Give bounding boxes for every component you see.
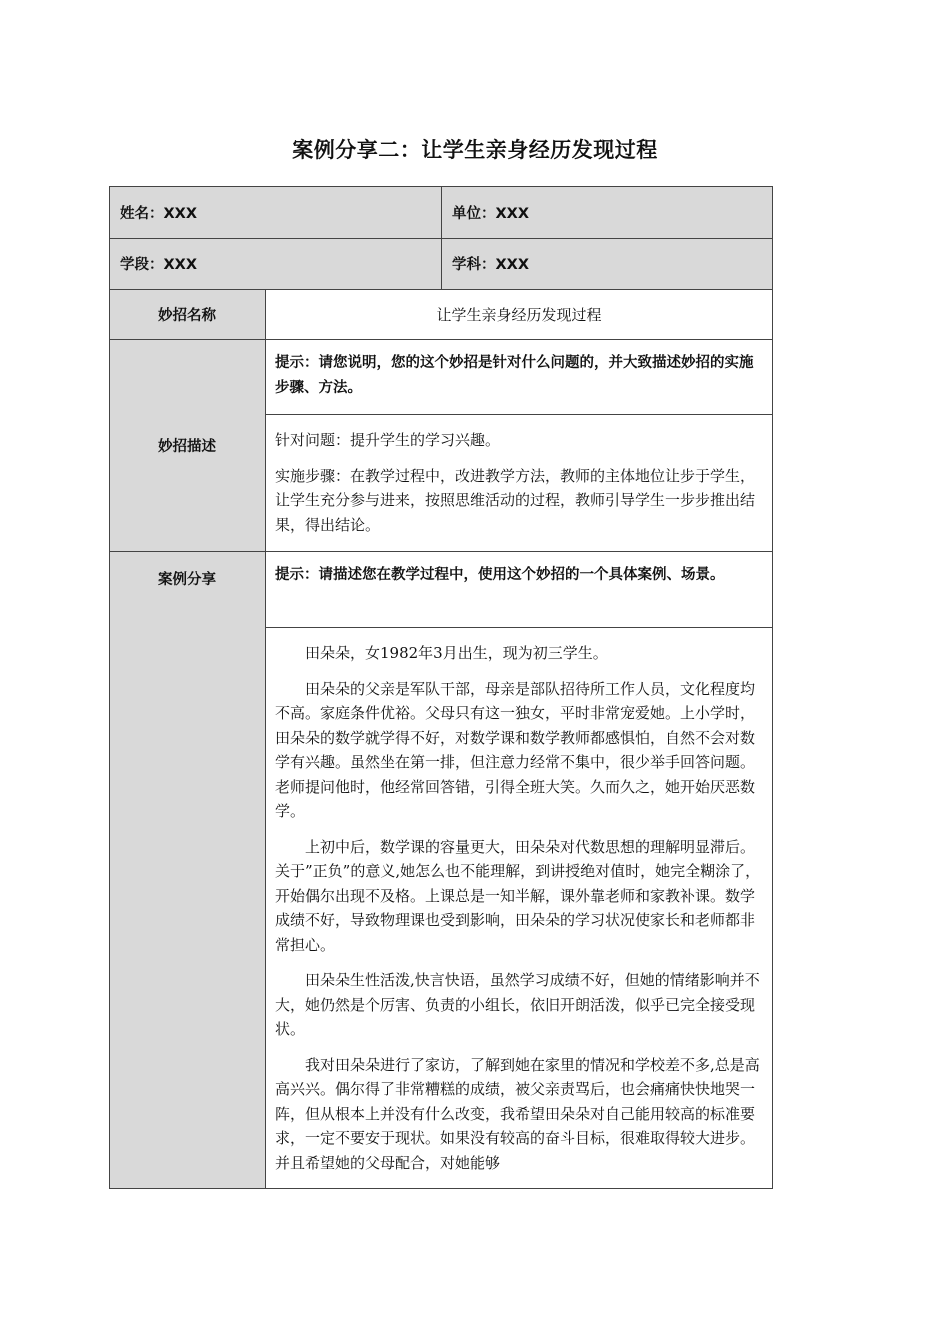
page-title: 案例分享二：让学生亲身经历发现过程 xyxy=(292,138,658,162)
trick-desc-label: 妙招描述 xyxy=(158,438,216,455)
story-paragraph: 田朵朵生性活泼,快言快语，虽然学习成绩不好，但她的情绪影响并不大，她仍然是个厉害、负责的小组长，依旧开朗活泼，似乎已完全接受现状。 xyxy=(275,971,760,1038)
story-paragraph: 上初中后，数学课的容量更大，田朵朵对代数思想的理解明显滞后。关于”正负”的意义,她怎么也不能理解，到讲授绝对值时，她完全糊涂了，开始偶尔出现不及格。上课总是一知半解，课外靠老师和家教补课。数学成绩不好，导致物理课也受到影响，田朵朵的学习状况使家长和老师都非常担心。 xyxy=(275,837,761,954)
unit-cell xyxy=(441,186,773,238)
name-field: 姓名：XXX xyxy=(120,205,198,222)
table-border xyxy=(265,289,266,1189)
trick-name-label: 妙招名称 xyxy=(158,307,216,324)
story-paragraph: 田朵朵，女1982年3月出生，现为初三学生。 xyxy=(305,644,608,662)
table-border xyxy=(109,289,773,290)
table-border xyxy=(109,339,773,340)
story-paragraph: 田朵朵的父亲是军队干部，母亲是部队招待所工作人员，文化程度均不高。家庭条件优裕。父母只有这一独女，平时非常宠爱她。上小学时，田朵朵的数学就学得不好，对数学课和数学教师都感惧怕，自然不会对数学有兴趣。虽然坐在第一排，但注意力经常不集中，很少举手回答问题。老师提问他时，他经常回答错，引得全班大笑。久而久之，她开始厌恶数学。 xyxy=(275,679,756,820)
trick-desc-steps: 实施步骤：在教学过程中，改进教学方法，教师的主体地位让步于学生，让学生充分参与进来，按照思维活动的过程，教师引导学生一步步推出结果，得出结论。 xyxy=(275,466,756,534)
table-border xyxy=(265,627,773,628)
trick-desc-body-cell xyxy=(265,414,773,551)
case-form-table xyxy=(109,186,773,1189)
table-border xyxy=(109,186,110,1189)
case-share-story-cell xyxy=(265,627,773,1189)
trick-desc-problem: 针对问题：提升学生的学习兴趣。 xyxy=(275,431,501,449)
case-share-label: 案例分享 xyxy=(158,572,216,588)
trick-name-value-cell xyxy=(265,289,773,339)
case-share-prompt: 提示：请描述您在教学过程中，使用这个妙招的一个具体案例、场景。 xyxy=(275,567,725,583)
table-border xyxy=(109,1188,773,1189)
case-share-prompt-cell xyxy=(265,551,773,627)
table-border xyxy=(109,238,773,239)
subject-cell xyxy=(441,238,773,289)
unit-field: 单位：XXX xyxy=(452,205,530,222)
story-paragraph: 我对田朵朵进行了家访，了解到她在家里的情况和学校差不多,总是高高兴兴。偶尔得了非常糟糕的成绩，被父亲责骂后，也会痛痛快快地哭一阵，但从根本上并没有什么改变，我希望田朵朵对自己能用较高的标准要求，一定不要安于现状。如果没有较高的奋斗目标，很难取得较大进步。并且希望她的父母配合，对她能够 xyxy=(275,1055,760,1172)
trick-name-label-cell xyxy=(109,289,265,339)
stage-field: 学段：XXX xyxy=(120,257,198,273)
trick-name-value: 让学生亲身经历发现过程 xyxy=(436,305,602,324)
stage-cell xyxy=(109,238,441,289)
table-border xyxy=(109,551,773,552)
trick-desc-prompt-cell xyxy=(265,339,773,414)
trick-desc-prompt: 提示：请您说明，您的这个妙招是针对什么问题的，并大致描述妙招的实施步骤、方法。 xyxy=(275,355,754,396)
subject-field: 学科：XXX xyxy=(452,257,530,273)
trick-desc-label-cell xyxy=(109,339,265,551)
table-border xyxy=(772,186,773,1189)
case-share-label-cell xyxy=(109,551,265,591)
name-cell xyxy=(109,186,441,238)
table-border xyxy=(265,414,773,415)
